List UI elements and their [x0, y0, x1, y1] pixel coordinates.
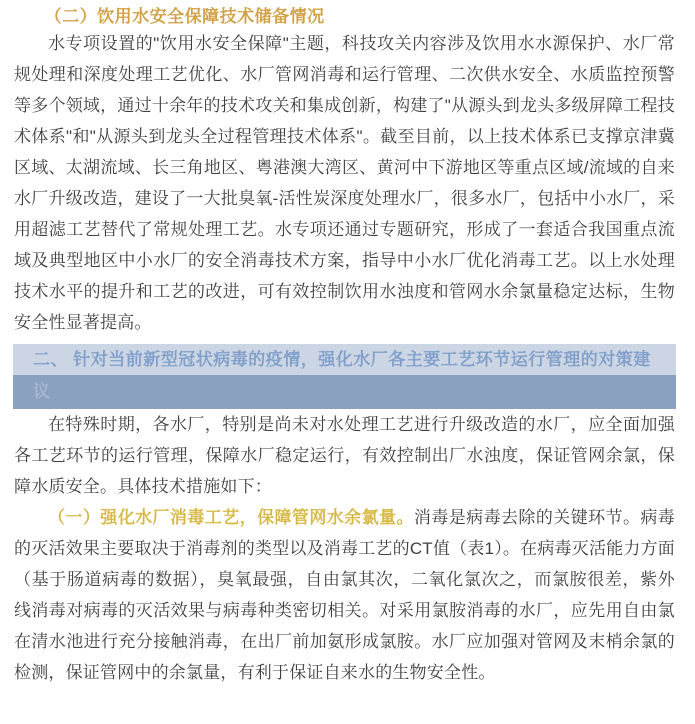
item-1-lead-heading: （一）强化水厂消毒工艺，保障管网水余氯量。	[48, 508, 414, 527]
item-1-body-text: 消毒是病毒去除的关键环节。病毒的灭活效果主要取决于消毒剂的类型以及消毒工艺的CT值（表1）。在病毒灭活能力方面（基于肠道病毒的数据），臭氧最强，自由氯其次，二氧化氯次之，而氯胺很差，紫外线消毒对病毒的灭活效果与病毒种类密切相关。对采用氯胺消毒的水厂，应先用自由氯在清水池进行充分接触消毒，在出厂前加氨形成氯胺。水厂应加强对管网及末梢余氯的检测，保证管网中的余氯量，有利于保证自来水的生物安全性。	[14, 508, 676, 682]
paragraph-section-2-intro: 在特殊时期，各水厂，特别是尚未对水处理工艺进行升级改造的水厂，应全面加强各工艺环节的运行管理，保障水厂稳定运行，有效控制出厂水浊度，保证管网余氯，保障水质安全。具体技术措施如下：	[14, 415, 675, 496]
section-2-heading-line-2: 议	[13, 375, 676, 409]
paragraph-item-1	[14, 502, 675, 688]
section-2-heading-line-1: 二、 针对当前新型冠状病毒的疫情，强化水厂各主要工艺环节运行管理的对策建	[13, 344, 676, 375]
section-2-heading-banner	[13, 344, 676, 409]
paragraph-technical-reserves: 水专项设置的"饮用水安全保障"主题，科技攻关内容涉及饮用水水源保护、水厂常规处理和深度处理工艺优化、水厂管网消毒和运行管理、二次供水安全、水质监控预警等多个领域，通过十余年的技术攻关和集成创新，构建了"从源头到龙头多级屏障工程技术体系"和"从源头到龙头全过程管理技术体系"。截至目前，以上技术体系已支撑京津冀区域、太湖流域、长三角地区、粤港澳大湾区、黄河中下游地区等重点区域/流域的自来水厂升级改造，建设了一大批臭氧-活性炭深度处理水厂，很多水厂，包括中小水厂，采用超滤工艺替代了常规处理工艺。水专项还通过专题研究，形成了一套适合我国重点流域及典型地区中小水厂的安全消毒技术方案，指导中小水厂优化消毒工艺。以上水处理技术水平的提升和工艺的改进，可有效控制饮用水浊度和管网水余氯量稳定达标，生物安全性显著提高。	[14, 34, 675, 332]
section-heading-technical-reserves: （二）饮用水安全保障技术储备情况	[44, 7, 325, 26]
